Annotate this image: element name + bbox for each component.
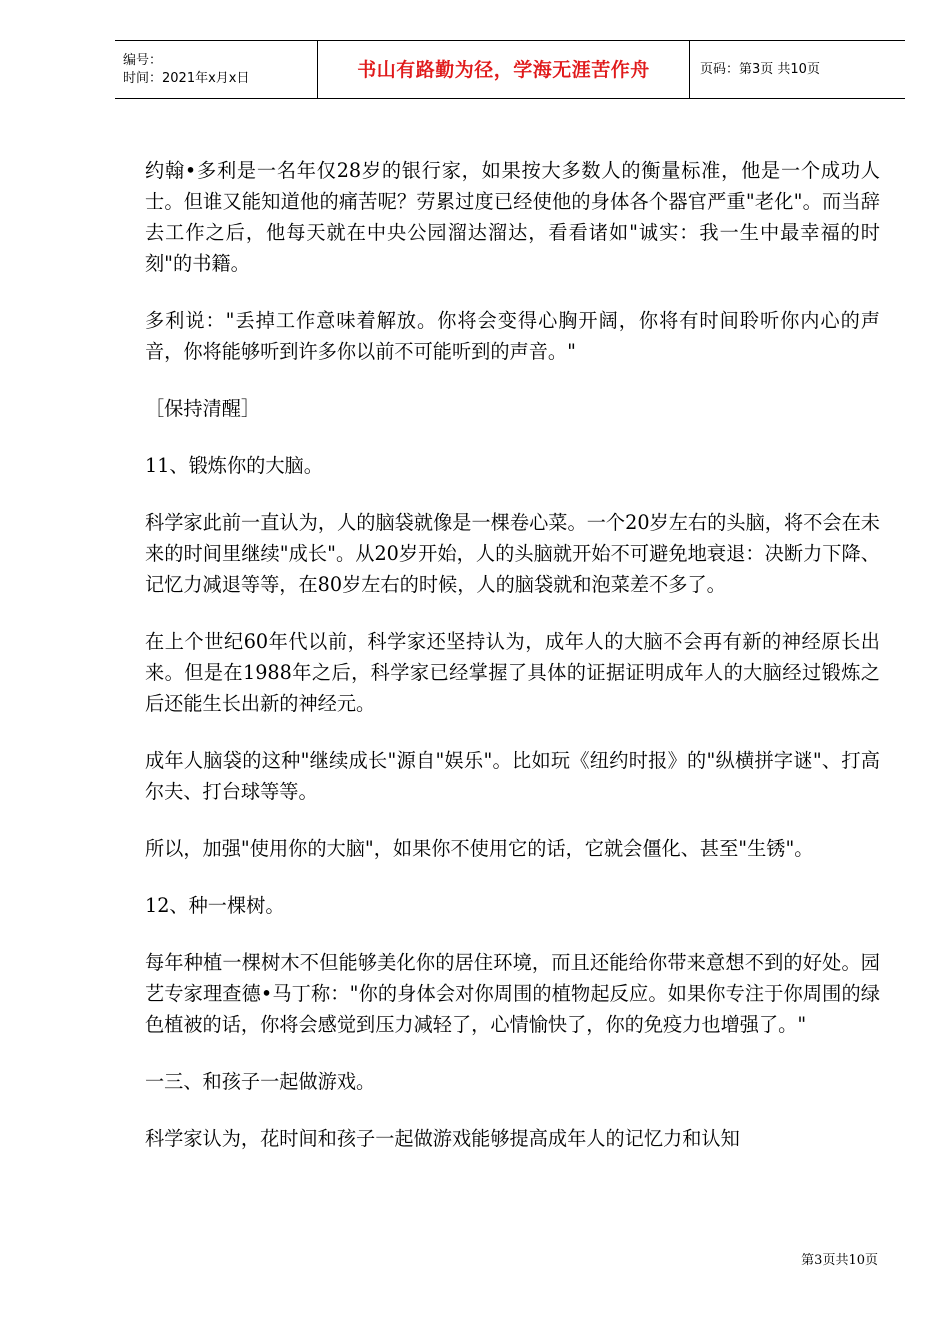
- paragraph: 约翰•多利是一名年仅28岁的银行家，如果按大多数人的衡量标准，他是一个成功人士。但谁又能知道他的痛苦呢？劳累过度已经使他的身体各个器官严重"老化"。而当辞去工作之后，他每天就在中央公园溜达溜达，看看诸如"诚实：我一生中最幸福的时刻"的书籍。: [145, 159, 880, 275]
- paragraph: 多利说："丢掉工作意味着解放。你将会变得心胸开阔，你将有时间聆听你内心的声音，你将能够听到许多你以前不可能听到的声音。": [145, 309, 880, 363]
- header-number-label: 编号：: [123, 52, 163, 68]
- page-header: [115, 40, 905, 99]
- item-heading: 12、种一棵树。: [145, 894, 285, 917]
- item-heading: 一三、和孩子一起做游戏。: [145, 1070, 376, 1093]
- paragraph: 成年人脑袋的这种"继续成长"源自"娱乐"。比如玩《纽约时报》的"纵横拼字谜"、打高尔夫、打台球等等。: [145, 749, 880, 803]
- header-time-label: 时间：2021年x月x日: [123, 70, 250, 86]
- header-meta: [115, 41, 317, 98]
- item-heading: 11、锻炼你的大脑。: [145, 454, 323, 477]
- paragraph: 科学家此前一直认为，人的脑袋就像是一棵卷心菜。一个20岁左右的头脑，将不会在未来的时间里继续"成长"。从20岁开始，人的头脑就开始不可避免地衰退：决断力下降、记忆力减退等等，在80岁左右的时候，人的脑袋就和泡菜差不多了。: [145, 511, 880, 596]
- paragraph: 在上个世纪60年代以前，科学家还坚持认为，成年人的大脑不会再有新的神经原长出来。但是在1988年之后，科学家已经掌握了具体的证据证明成年人的大脑经过锻炼之后还能生长出新的神经元。: [145, 630, 880, 715]
- paragraph: 每年种植一棵树木不但能够美化你的居住环境，而且还能给你带来意想不到的好处。园艺专家理查德•马丁称："你的身体会对你周围的植物起反应。如果你专注于你周围的绿色植被的话，你将会感觉到压力减轻了，心情愉快了，你的免疫力也增强了。": [145, 951, 880, 1036]
- page-footer-number: 第3页共10页: [801, 1253, 878, 1268]
- document-body: [145, 155, 880, 1180]
- section-heading: ［保持清醒］: [145, 397, 261, 420]
- paragraph: 所以，加强"使用你的大脑"，如果你不使用它的话，它就会僵化、甚至"生锈"。: [145, 837, 814, 860]
- header-motto-cell: [317, 41, 690, 98]
- header-motto: 书山有路勤为径，学海无涯苦作舟: [357, 58, 650, 81]
- header-page-info: 页码：第3页 共10页: [700, 61, 820, 77]
- paragraph: 科学家认为，花时间和孩子一起做游戏能够提高成年人的记忆力和认知: [145, 1127, 740, 1150]
